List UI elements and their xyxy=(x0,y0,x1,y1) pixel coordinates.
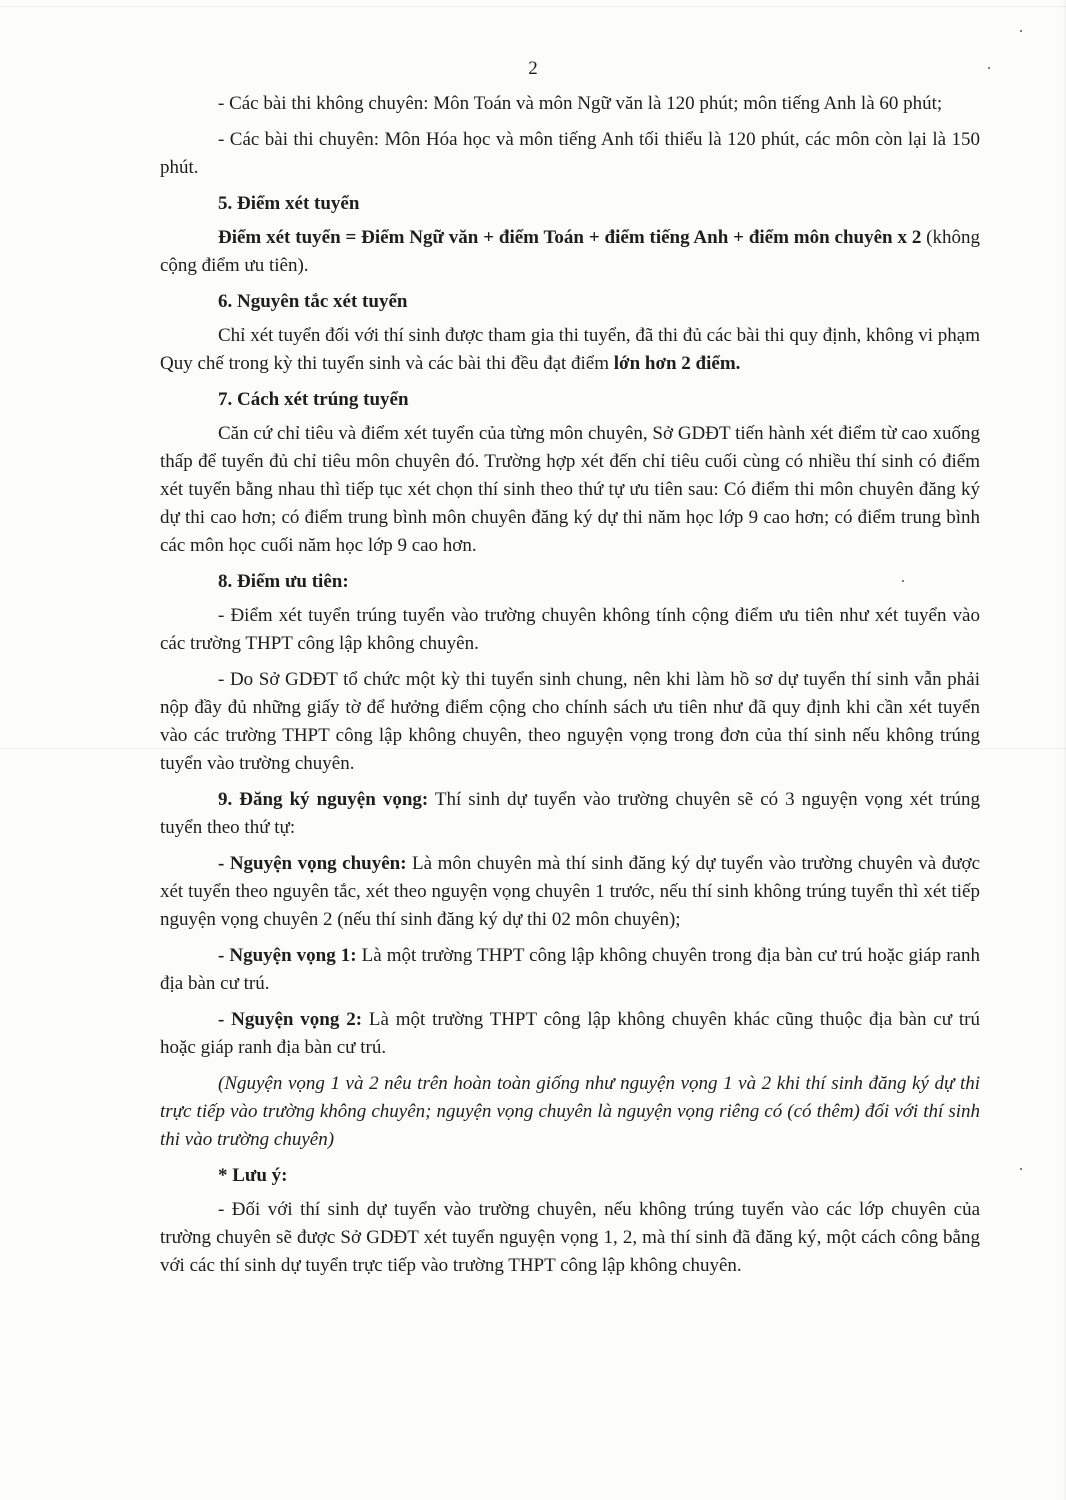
wish-2-text: Là một trường THPT công lập không chuyên khác cũng thuộc địa bàn cư trú hoặc giáp ranh địa bàn cư trú. xyxy=(160,1009,980,1058)
document-body xyxy=(160,90,980,1288)
paragraph-specialized-duration: - Các bài thi chuyên: Môn Hóa học và môn tiếng Anh tối thiểu là 120 phút, các môn còn lại là 150 phút. xyxy=(160,129,980,178)
paragraph-admission-method: Căn cứ chỉ tiêu và điểm xét tuyển của từng môn chuyên, Sở GDĐT tiến hành xét điểm từ cao xuống thấp để tuyển đủ chỉ tiêu môn chuyên đó. Trường hợp xét đến chỉ tiêu cuối cùng có nhiều thí sinh có điểm xét tuyển bằng nhau thì tiếp tục xét chọn thí sinh theo thứ tự ưu tiên sau: Có điểm thi môn chuyên đăng ký dự thi cao hơn; có điểm trung bình môn chuyên đăng ký dự thi năm học lớp 9 cao hơn; có điểm trung bình các môn học cuối năm học lớp 9 cao hơn. xyxy=(160,423,980,556)
section-heading-5: 5. Điểm xét tuyển xyxy=(218,193,360,214)
paragraph-admission-principle xyxy=(160,322,980,378)
min-score-text: lớn hơn 2 điểm. xyxy=(613,353,741,374)
note-heading: * Lưu ý: xyxy=(218,1165,288,1186)
section-heading-8: 8. Điểm ưu tiên: xyxy=(218,571,349,592)
section-heading-6: 6. Nguyên tắc xét tuyển xyxy=(218,291,408,312)
paragraph-registration xyxy=(160,786,980,842)
scan-speck xyxy=(1020,1168,1022,1170)
principle-text: Chỉ xét tuyển đối với thí sinh được tham gia thi tuyển, đã thi đủ các bài thi quy định, không vi phạm Quy chế trong kỳ thi tuyển sinh và các bài thi đều đạt điểm xyxy=(160,325,980,374)
specialized-wish-label: - Nguyện vọng chuyên: xyxy=(218,853,407,874)
paragraph-note: - Đối với thí sinh dự tuyển vào trường chuyên, nếu không trúng tuyển vào các lớp chuyên của trường chuyên sẽ được Sở GDĐT xét tuyển nguyện vọng 1, 2, mà thí sinh đã đăng ký, một cách công bằng với các thí sinh dự tuyển trực tiếp vào trường THPT công lập không chuyên. xyxy=(160,1199,980,1276)
wish-1-text: Là một trường THPT công lập không chuyên trong địa bàn cư trú hoặc giáp ranh địa bàn cư trú. xyxy=(160,945,980,994)
paragraph-nonspecialized-duration: - Các bài thi không chuyên: Môn Toán và môn Ngữ văn là 120 phút; môn tiếng Anh là 60 phút; xyxy=(218,93,943,114)
specialized-wish-text: Là môn chuyên mà thí sinh đăng ký dự tuyển vào trường chuyên và được xét tuyển theo nguyên tắc, xét theo nguyện vọng chuyên 1 trước, nếu thí sinh không trúng tuyển thì xét tiếp nguyện vọng chuyên 2 (nếu thí sinh đăng ký dự thi 02 môn chuyên); xyxy=(160,853,981,930)
section-heading-7: 7. Cách xét trúng tuyển xyxy=(218,389,409,410)
paragraph-admission-score-formula xyxy=(160,224,980,280)
registration-text: Thí sinh dự tuyển vào trường chuyên sẽ có 3 nguyện vọng xét trúng tuyển theo thứ tự: xyxy=(160,789,980,838)
paragraph-priority-score-1: - Điểm xét tuyển trúng tuyển vào trường chuyên không tính cộng điểm ưu tiên như xét tuyển vào các trường THPT công lập không chuyên. xyxy=(160,605,980,654)
scan-artifact xyxy=(0,6,1066,7)
page-number: 2 xyxy=(528,58,538,79)
paragraph-specialized-wish xyxy=(160,850,980,934)
formula-note: (không cộng điểm ưu tiên). xyxy=(160,227,981,276)
formula-text: Điểm xét tuyển = Điểm Ngữ văn + điểm Toán + điểm tiếng Anh + điểm môn chuyên x 2 xyxy=(218,227,922,248)
paragraph-wish-note: (Nguyện vọng 1 và 2 nêu trên hoàn toàn giống như nguyện vọng 1 và 2 khi thí sinh đăng ký dự thi trực tiếp vào trường không chuyên; nguyện vọng chuyên là nguyện vọng riêng có (có thêm) đối với thí sinh thi vào trường chuyên) xyxy=(160,1073,980,1150)
paragraph-priority-score-2: - Do Sở GDĐT tổ chức một kỳ thi tuyển sinh chung, nên khi làm hồ sơ dự tuyển thí sinh vẫn phải nộp đầy đủ những giấy tờ để hưởng điểm cộng cho chính sách ưu tiên như đã quy định khi cần xét tuyển vào các trường THPT công lập không chuyên, theo nguyện vọng trong đơn của thí sinh nếu không trúng tuyển vào trường chuyên. xyxy=(160,669,980,774)
wish-2-label: - Nguyện vọng 2: xyxy=(218,1009,363,1030)
section-heading-9: 9. Đăng ký nguyện vọng: xyxy=(218,789,429,810)
paragraph-wish-2 xyxy=(160,1006,980,1062)
wish-1-label: - Nguyện vọng 1: xyxy=(218,945,357,966)
scan-speck xyxy=(1020,30,1022,32)
paragraph-wish-1 xyxy=(160,942,980,998)
